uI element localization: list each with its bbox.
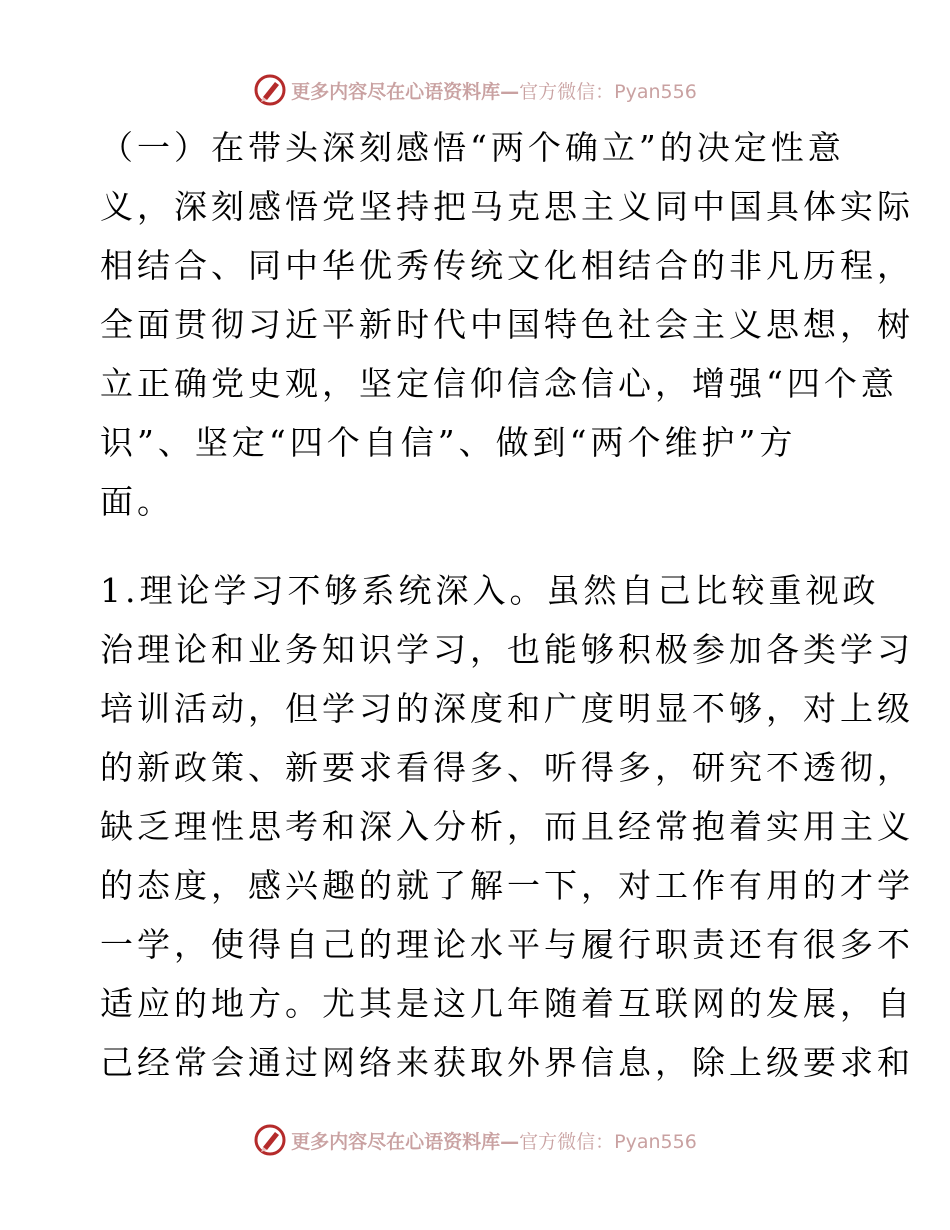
paragraph-section-heading: [100, 118, 914, 531]
document-body: [100, 118, 914, 1092]
paragraph-item-1: [100, 561, 914, 1092]
pen-circle-logo-icon: [253, 1123, 287, 1157]
text-line: 义，深刻感悟党坚持把马克思主义同中国具体实际: [100, 187, 914, 226]
text-line: 适应的地方。尤其是这几年随着互联网的发展，自: [100, 984, 914, 1023]
pen-circle-logo-icon: [253, 73, 287, 107]
text-line: 缺乏理性思考和深入分析，而且经常抱着实用主义: [100, 807, 914, 846]
banner-text: 更多内容尽在心语资料库—官方微信：Pyan556: [291, 80, 697, 103]
text-line: 立正确党史观，坚定信仰信念信心，增强“四个意: [100, 364, 898, 403]
text-line: 一学，使得自己的理论水平与履行职责还有很多不: [100, 925, 914, 964]
footer-banner: [0, 1120, 950, 1160]
text-line: 的态度，感兴趣的就了解一下，对工作有用的才学: [100, 866, 914, 905]
banner-text: 更多内容尽在心语资料库—官方微信：Pyan556: [291, 1130, 697, 1153]
text-line: 相结合、同中华优秀传统文化相结合的非凡历程，: [100, 246, 914, 285]
text-line: 的新政策、新要求看得多、听得多，研究不透彻，: [100, 748, 914, 787]
header-banner: [0, 70, 950, 110]
text-line: （一）在带头深刻感悟“两个确立”的决定性意: [100, 128, 845, 167]
text-line: 己经常会通过网络来获取外界信息，除上级要求和: [100, 1043, 914, 1082]
text-line: 治理论和业务知识学习，也能够积极参加各类学习: [100, 630, 914, 669]
banner-wechat: 官方微信：Pyan556: [519, 1130, 697, 1153]
banner-wechat: 官方微信：Pyan556: [519, 80, 697, 103]
text-line: 1.理论学习不够系统深入。虽然自己比较重视政: [100, 571, 880, 610]
text-line: 面。: [100, 482, 174, 521]
text-line: 识”、坚定“四个自信”、做到“两个维护”方: [100, 423, 797, 462]
text-line: 全面贯彻习近平新时代中国特色社会主义思想，树: [100, 305, 914, 344]
text-line: 培训活动，但学习的深度和广度明显不够，对上级: [100, 689, 914, 728]
